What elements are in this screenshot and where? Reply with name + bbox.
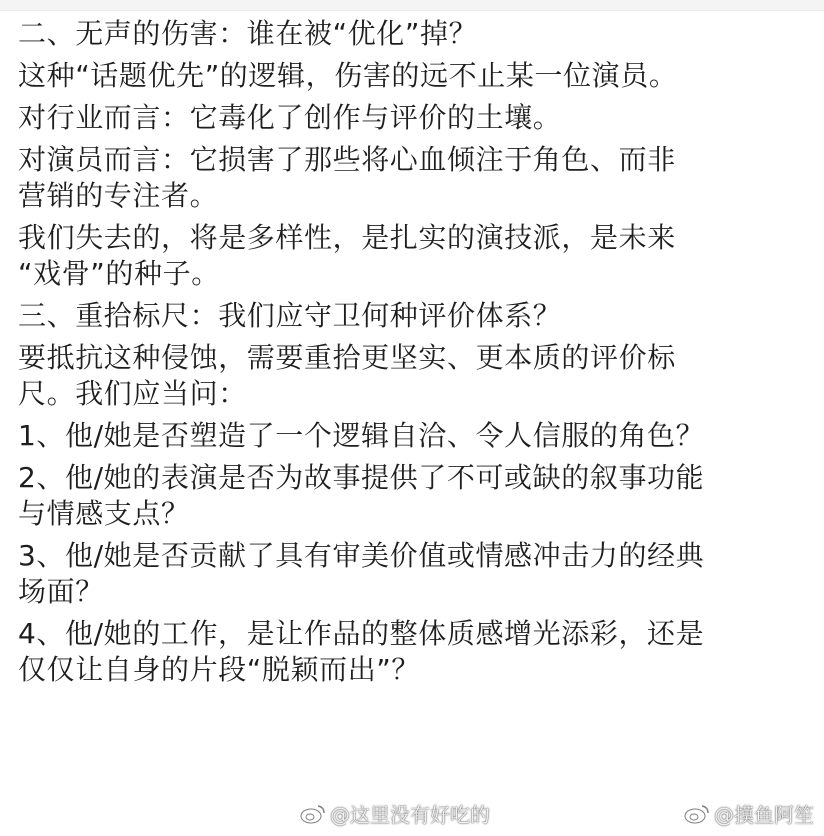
watermark-right-text: @摸鱼阿笙 [714, 803, 814, 827]
paragraph-line: 对行业而言：它毒化了创作与评价的土壤。 [18, 101, 562, 134]
list-item-1: 1、他/她是否塑造了一个逻辑自洽、令人信服的角色？ [18, 419, 705, 452]
list-item-3: 3、他/她是否贡献了具有审美价值或情感冲击力的经典 [18, 539, 705, 572]
paragraph-line: 我们失去的，将是多样性，是扎实的演技派，是未来 [18, 221, 676, 254]
watermark-right [684, 799, 814, 828]
list-item-4-cont: 仅仅让自身的片段“脱颖而出”？ [18, 653, 421, 686]
list-item-3-cont: 场面？ [18, 575, 104, 608]
watermark-left-text: @这里没有好吃的 [330, 803, 490, 827]
paragraph-line: “戏骨”的种子。 [18, 257, 220, 290]
paragraph-line: 要抵抗这种侵蚀，需要重拾更坚实、更本质的评价标 [18, 341, 676, 374]
list-item-2: 2、他/她的表演是否为故事提供了不可或缺的叙事功能 [18, 461, 705, 494]
section-heading-3: 三、重拾标尺：我们应守卫何种评价体系？ [18, 299, 562, 332]
watermark-left [300, 799, 490, 828]
paragraph-line: 尺。我们应当问： [18, 377, 247, 410]
weibo-icon [684, 803, 710, 825]
section-heading-2: 二、无声的伤害：谁在被“优化”掉？ [18, 17, 478, 50]
paragraph-line: 这种“话题优先”的逻辑，伤害的远不止某一位演员。 [18, 59, 678, 92]
list-item-2-cont: 与情感支点？ [18, 497, 190, 530]
weibo-icon [300, 803, 326, 825]
paragraph-line: 对演员而言：它损害了那些将心血倾注于角色、而非 [18, 143, 676, 176]
paragraph-line: 营销的专注者。 [18, 179, 219, 212]
list-item-4: 4、他/她的工作，是让作品的整体质感增光添彩，还是 [18, 617, 705, 650]
top-strip [0, 0, 824, 11]
article-body [18, 16, 818, 688]
